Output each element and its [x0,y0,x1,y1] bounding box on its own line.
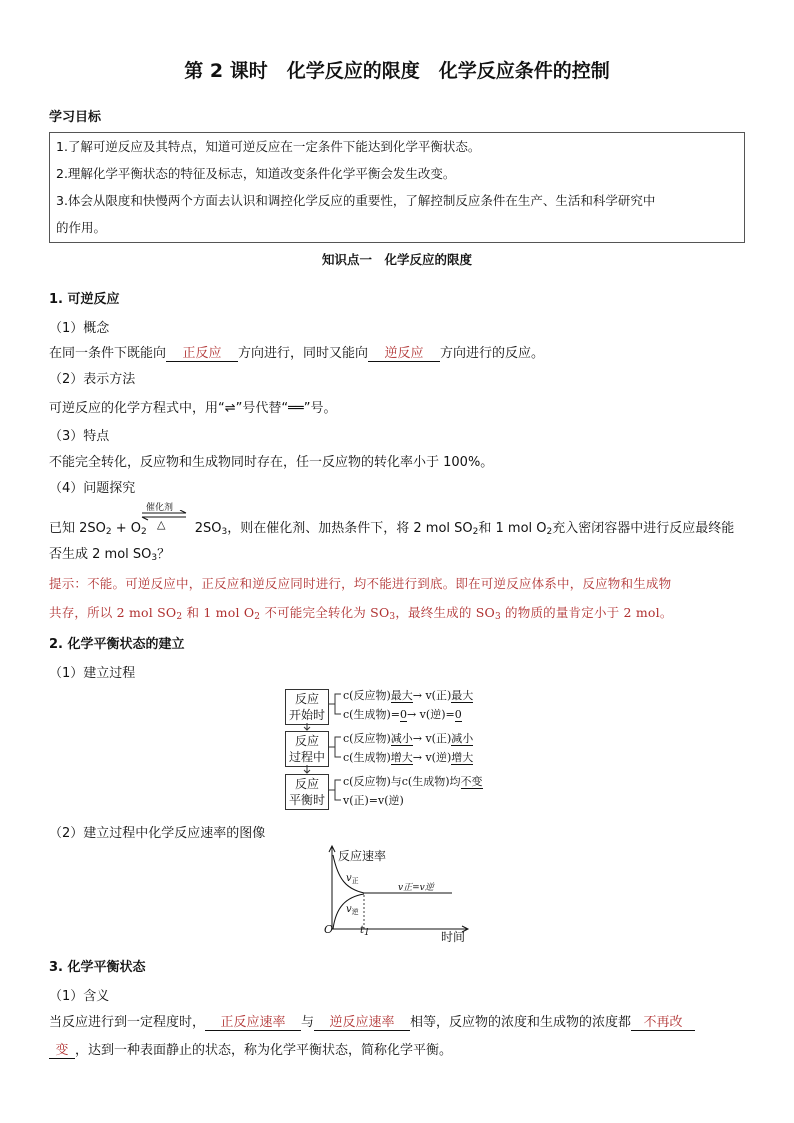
goal-item: 1.了解可逆反应及其特点，知道可逆反应在一定条件下能达到化学平衡状态。 [56,139,481,154]
process-label: （1）建立过程 [49,666,136,681]
section-1-heading: 1. 可逆反应 [49,292,120,307]
section-2-heading: 2. 化学平衡状态的建立 [49,637,185,652]
notation-label: （2）表示方法 [49,372,136,387]
explore-question-line2: 否生成 2 mol $SO_3$？ [49,547,171,563]
meaning-line1: 当反应进行到一定程度时， 正反应速率 与 逆反应速率 相等，反应物的浓度和生成物的浓度都 不再改 [49,1011,695,1031]
hint-line2: 共存，所以 2 mol $SO_2$ 和 1 mol $O_2$ 不可能完全转化为 $SO_3$，最终生成的 $SO_3$ 的物质的量肯定小于 2 mol。 [49,605,673,622]
graph-v-forward: $v_正$ [346,873,359,885]
goals-box [49,132,745,243]
feature-label: （3）特点 [49,429,110,444]
flow-equilibrium-conc: c(反应物)与c(生成物)均不变 [343,775,483,788]
flow-start-reactant: c(反应物)最大→ v(正)最大 [343,689,474,702]
catalyst-label: 催化剂 [146,503,174,513]
flow-box-equilibrium: 反应 平衡时 [285,774,329,810]
blank-no-change-cont: 变 [49,1039,75,1059]
meaning-label: （1）含义 [49,989,110,1004]
notation-text: 可逆反应的化学方程式中，用“⇌”号代替“══”号。 [49,401,337,416]
flow-connectors [280,686,350,812]
meaning-line2: 变 ，达到一种表面静止的状态，称为化学平衡状态，简称化学平衡。 [49,1039,452,1059]
blank-reverse-rate: 逆反应速率 [314,1011,410,1031]
blank-forward: 正反应 [166,342,238,362]
blank-reverse: 逆反应 [368,342,440,362]
concept-label: （1）概念 [49,321,110,336]
blank-no-change: 不再改 [631,1011,695,1031]
section-3-heading: 3. 化学平衡状态 [49,960,146,975]
graph-ylabel: 反应速率 [338,849,387,863]
flow-process-reactant: c(反应物)减小→ v(正)减小 [343,732,474,745]
graph-origin: O [324,923,334,936]
heat-symbol: △ [157,518,166,531]
graph-label: （2）建立过程中化学反应速率的图像 [49,826,266,841]
goal-item: 3.体会从限度和快慢两个方面去认识和调控化学反应的重要性，了解控制反应条件在生产、生活和科学研究中 [56,193,656,208]
blank-forward-rate: 正反应速率 [205,1011,301,1031]
knowledge-heading: 知识点一 化学反应的限度 [321,252,472,267]
goal-item: 2.理解化学平衡状态的特征及标志，知道改变条件化学平衡会发生改变。 [56,166,456,181]
flow-start-product: c(生成物)=0→ v(逆)=0 [343,708,462,721]
flow-process-product: c(生成物)增大→ v(逆)增大 [343,751,474,764]
goals-heading: 学习目标 [49,110,102,125]
graph-equal-label: v正=v逆 [398,883,434,893]
page-title: 第 2 课时 化学反应的限度 化学反应条件的控制 [184,60,610,82]
flow-equilibrium-rate: v(正)=v(逆) [343,794,404,807]
flow-box-start: 反应 开始时 [285,689,329,725]
flow-box-process: 反应 过程中 [285,731,329,767]
hint-line1: 提示：不能。可逆反应中，正反应和逆反应同时进行，均不能进行到底。即在可逆反应体系中，反应物和生成物 [49,576,672,591]
goal-item: 的作用。 [56,220,107,235]
graph-t1: $t_1$ [360,925,370,938]
graph-v-reverse: $v_逆$ [346,904,359,916]
explore-label: （4）问题探究 [49,481,136,496]
graph-xlabel: 时间 [441,930,466,944]
explore-question-line1: 已知 $2SO_2 + O_2$ $2SO_3$，则在催化剂、加热条件下，将 2 mol $SO_2$和 1 mol $O_2$充入密闭容器中进行反应最终能 [49,521,735,537]
concept-text: 在同一条件下既能向 正反应 方向进行，同时又能向 逆反应 方向进行的反应。 [49,342,544,362]
feature-text: 不能完全转化，反应物和生成物同时存在，任一反应物的转化率小于 100%。 [49,455,494,470]
